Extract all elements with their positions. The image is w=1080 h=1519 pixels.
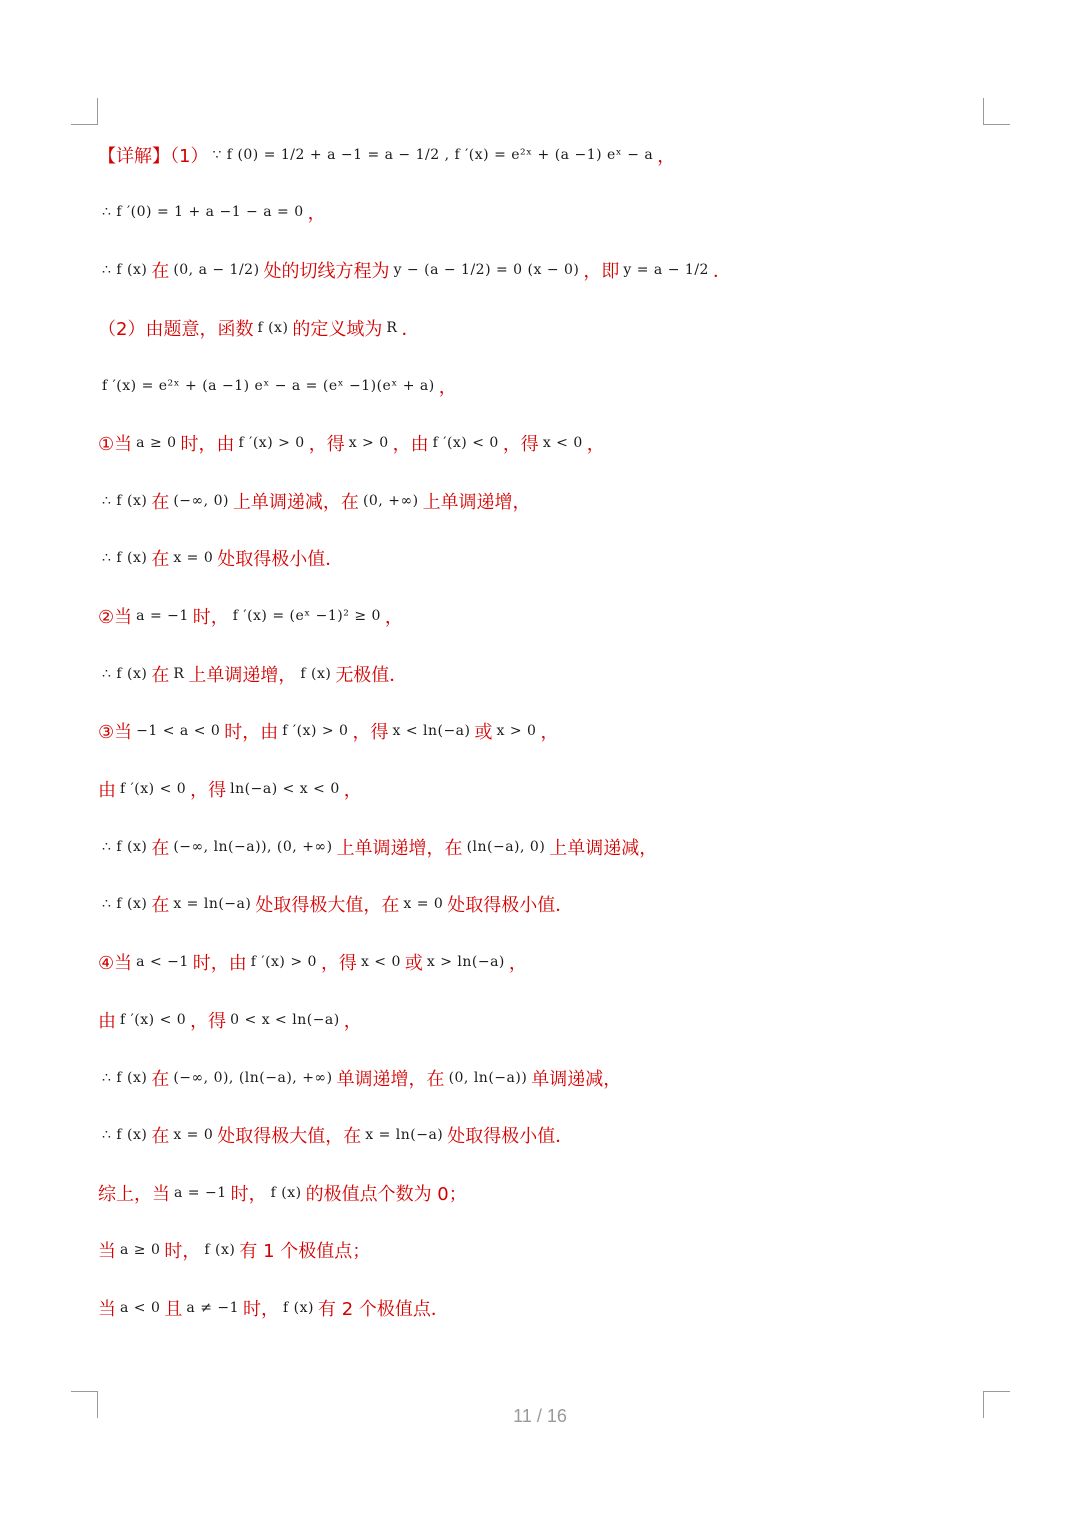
- text-segment: 单调递增，在: [336, 1069, 445, 1090]
- math-expression: x > ln(−a): [426, 954, 505, 970]
- math-expression: (−∞, 0): [173, 493, 229, 509]
- solution-line: [98, 366, 960, 406]
- text-segment: 当: [98, 1241, 116, 1262]
- solution-line: [98, 135, 960, 175]
- text-segment: ，: [508, 953, 527, 974]
- text-segment: ，: [438, 377, 457, 398]
- text-segment: 上单调递增，: [422, 492, 531, 513]
- text-segment: 时，: [164, 1241, 201, 1262]
- text-segment: ，: [384, 607, 403, 628]
- math-expression: f ′(x) > 0: [238, 435, 305, 451]
- text-segment: 在: [151, 1126, 170, 1147]
- text-segment: 单调递减，: [531, 1069, 622, 1090]
- math-expression: ∴ f (x): [102, 1070, 148, 1086]
- text-segment: ，: [657, 146, 676, 167]
- solution-line: [98, 769, 960, 809]
- math-expression: (−∞, ln(−a)), (0, +∞): [173, 839, 333, 855]
- text-segment: 上单调递增，在: [336, 838, 463, 859]
- text-segment: ，: [586, 434, 605, 455]
- text-segment: 在: [151, 895, 170, 916]
- text-segment: ②当: [98, 607, 133, 628]
- solution-line: [98, 250, 960, 290]
- solution-line: [98, 308, 960, 348]
- text-segment: ，得: [352, 722, 389, 743]
- text-segment: ，得: [308, 434, 345, 455]
- text-segment: ，由: [392, 434, 429, 455]
- math-expression: f (x): [300, 666, 332, 682]
- text-segment: 上单调递增，: [188, 665, 297, 686]
- solution-line: [98, 192, 960, 232]
- text-segment: 有 2 个极值点．: [317, 1299, 449, 1320]
- math-expression: x < 0: [542, 435, 583, 451]
- solution-line: [98, 1000, 960, 1040]
- math-expression: f (x): [257, 320, 289, 336]
- text-segment: 时，: [230, 1184, 267, 1205]
- text-segment: 综上，当: [98, 1184, 170, 1205]
- solution-line: [98, 1115, 960, 1155]
- text-segment: 处取得极大值，在: [255, 895, 400, 916]
- solution-line: [98, 1173, 960, 1213]
- solution-line: [98, 481, 960, 521]
- text-segment: 时，由: [180, 434, 235, 455]
- math-expression: ∴ f (x): [102, 666, 148, 682]
- text-segment: 在: [151, 665, 170, 686]
- text-segment: 有 1 个极值点；: [239, 1241, 371, 1262]
- crop-mark-top-right: [983, 98, 1010, 125]
- text-segment: ．: [401, 319, 420, 340]
- text-segment: ，: [343, 1011, 362, 1032]
- text-segment: ，: [307, 203, 326, 224]
- solution-line: [98, 942, 960, 982]
- math-expression: a < −1: [136, 954, 189, 970]
- solution-line: [98, 1058, 960, 1098]
- math-expression: x = ln(−a): [365, 1127, 444, 1143]
- math-expression: x > 0: [496, 723, 537, 739]
- text-segment: ，得: [502, 434, 539, 455]
- text-segment: 处取得极小值．: [217, 549, 344, 570]
- text-segment: ，得: [320, 953, 357, 974]
- math-expression: a ≥ 0: [136, 435, 177, 451]
- solution-line: [98, 884, 960, 924]
- text-segment: ，得: [190, 780, 227, 801]
- solution-line: [98, 538, 960, 578]
- text-segment: 处取得极大值，在: [217, 1126, 362, 1147]
- math-expression: y − (a − 1/2) = 0 (x − 0): [393, 262, 580, 278]
- math-expression: x < 0: [360, 954, 401, 970]
- math-expression: f ′(x) < 0: [432, 435, 499, 451]
- math-expression: ∴ f (x): [102, 550, 148, 566]
- math-expression: ln(−a) < x < 0: [230, 781, 340, 797]
- text-segment: 的定义域为: [292, 319, 383, 340]
- text-segment: 处取得极小值．: [447, 895, 574, 916]
- text-segment: 在: [151, 1069, 170, 1090]
- text-segment: 且: [164, 1299, 183, 1320]
- text-segment: 【详解】（1）: [98, 146, 209, 167]
- text-segment: 或: [404, 953, 423, 974]
- solution-line: [98, 423, 960, 463]
- math-expression: f (x): [283, 1300, 314, 1316]
- math-expression: x < ln(−a): [392, 723, 471, 739]
- math-expression: a = −1: [174, 1185, 227, 1201]
- text-segment: ，得: [190, 1011, 227, 1032]
- text-segment: 上单调递减，在: [232, 492, 359, 513]
- math-expression: f (x): [204, 1242, 236, 1258]
- text-segment: 时，: [192, 607, 229, 628]
- text-segment: ，: [343, 780, 362, 801]
- text-segment: 由: [98, 780, 116, 801]
- text-segment: 处的切线方程为: [263, 261, 390, 282]
- math-expression: ∴ f (x): [102, 839, 148, 855]
- text-segment: 时，由: [192, 953, 247, 974]
- math-expression: a < 0: [120, 1300, 161, 1316]
- text-segment: ，即: [583, 261, 620, 282]
- math-expression: f ′(x) = e²ˣ + (a −1) eˣ − a = (eˣ −1)(eˣ + a): [102, 378, 435, 394]
- math-expression: f ′(x) > 0: [250, 954, 317, 970]
- math-expression: R: [386, 320, 398, 336]
- math-expression: f (x): [270, 1185, 302, 1201]
- text-segment: 由: [98, 1011, 116, 1032]
- math-expression: R: [173, 666, 185, 682]
- math-expression: x = 0: [403, 896, 444, 912]
- text-segment: ，: [540, 722, 559, 743]
- math-expression: ∴ f (x): [102, 1127, 148, 1143]
- solution-line: [98, 654, 960, 694]
- math-expression: (−∞, 0), (ln(−a), +∞): [173, 1070, 333, 1086]
- math-expression: f ′(x) < 0: [120, 1012, 187, 1028]
- math-expression: x = 0: [173, 1127, 214, 1143]
- text-segment: ④当: [98, 953, 133, 974]
- math-expression: a ≥ 0: [120, 1242, 161, 1258]
- math-expression: ∴ f ′(0) = 1 + a −1 − a = 0: [102, 204, 304, 220]
- math-expression: (0, ln(−a)): [448, 1070, 528, 1086]
- math-expression: x = ln(−a): [173, 896, 252, 912]
- solution-line: [98, 1288, 960, 1328]
- math-expression: y = a − 1/2: [623, 262, 709, 278]
- text-segment: 上单调递减，: [549, 838, 658, 859]
- solution-line: [98, 827, 960, 867]
- math-expression: ∴ f (x): [102, 493, 148, 509]
- text-segment: 或: [474, 722, 493, 743]
- math-expression: (ln(−a), 0): [466, 839, 546, 855]
- page-indicator: 11 / 16: [513, 1406, 567, 1426]
- text-segment: 在: [151, 492, 170, 513]
- text-segment: 处取得极小值．: [447, 1126, 574, 1147]
- text-segment: 在: [151, 549, 170, 570]
- math-expression: (0, +∞): [362, 493, 419, 509]
- text-segment: 在: [151, 838, 170, 859]
- text-segment: ①当: [98, 434, 133, 455]
- text-segment: 时，: [243, 1299, 280, 1320]
- text-segment: 在: [151, 261, 170, 282]
- math-expression: a = −1: [136, 608, 189, 624]
- solution-line: [98, 711, 960, 751]
- math-expression: a ≠ −1: [186, 1300, 240, 1316]
- math-expression: (0, a − 1/2): [173, 262, 260, 278]
- math-expression: ∴ f (x): [102, 896, 148, 912]
- text-segment: ．: [712, 261, 731, 282]
- text-segment: 当: [98, 1299, 116, 1320]
- math-expression: f ′(x) = (eˣ −1)² ≥ 0: [232, 608, 381, 624]
- solution-line: [98, 1230, 960, 1270]
- text-segment: 的极值点个数为 0；: [305, 1184, 467, 1205]
- math-expression: f ′(x) < 0: [120, 781, 187, 797]
- math-expression: ∵ f (0) = 1/2 + a −1 = a − 1/2 , f ′(x) = e²ˣ + (a −1) eˣ − a: [212, 147, 654, 163]
- solution-line: [98, 596, 960, 636]
- math-expression: −1 < a < 0: [136, 723, 221, 739]
- math-expression: 0 < x < ln(−a): [230, 1012, 340, 1028]
- crop-mark-top-left: [71, 98, 98, 125]
- text-segment: （2）由题意，函数: [98, 319, 254, 340]
- math-expression: x > 0: [348, 435, 389, 451]
- text-segment: 时，由: [224, 722, 279, 743]
- text-segment: 无极值．: [335, 665, 408, 686]
- math-expression: x = 0: [173, 550, 214, 566]
- text-segment: ③当: [98, 722, 133, 743]
- math-expression: ∴ f (x): [102, 262, 148, 278]
- math-expression: f ′(x) > 0: [282, 723, 349, 739]
